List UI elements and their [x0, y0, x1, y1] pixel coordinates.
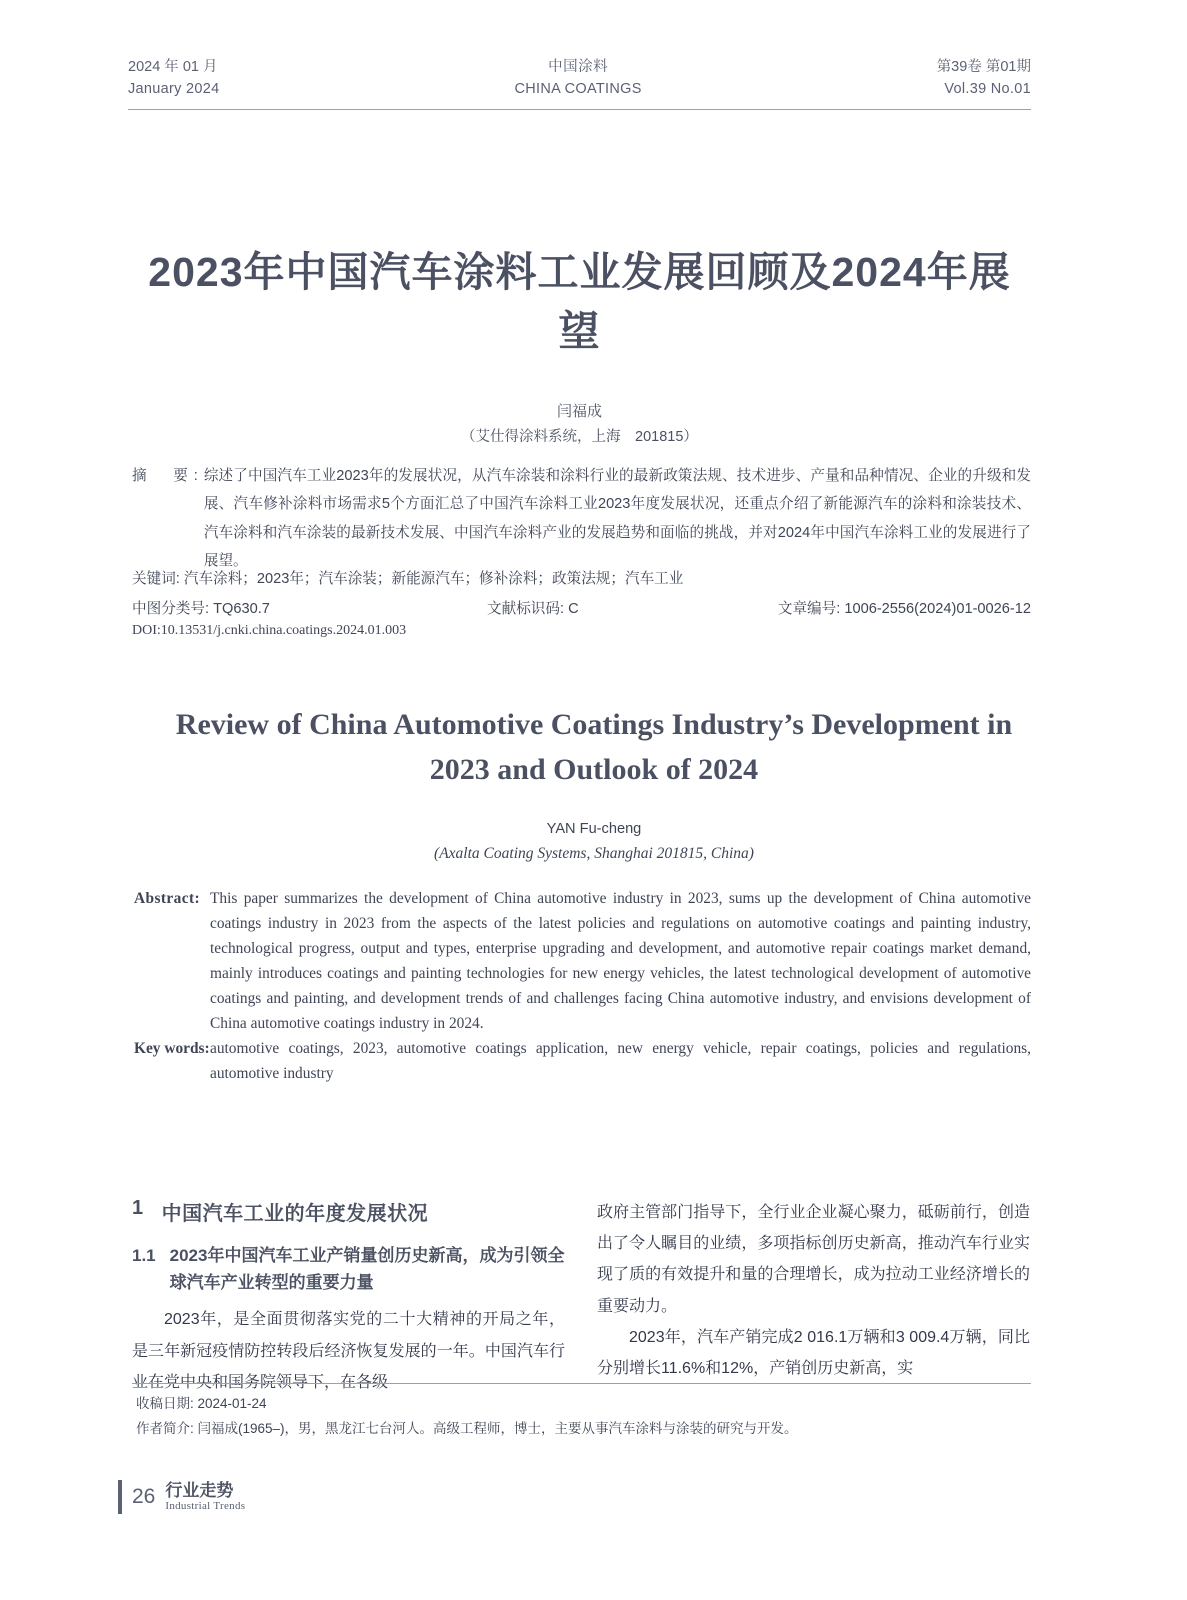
keywords-cn: [132, 566, 1031, 594]
footer-section-cn: 行业走势: [165, 1480, 234, 1500]
classification-row: [132, 596, 1031, 624]
journal-name-cn: 中国涂料: [548, 59, 609, 75]
footnote-divider: [132, 1383, 1031, 1384]
page-title-en: Review of China Automotive Coatings Industry’s Development in 2023 and Outlook of 2024: [175, 708, 1013, 786]
running-head-left: [128, 56, 219, 101]
author-bio: 作者简介: 闫福成(1965–)，男，黑龙江七台河人。高级工程师，博士，主要从事汽车涂料与涂装的研究与开发。: [136, 1420, 798, 1436]
keywords-en: [134, 1037, 1031, 1087]
body-columns: [132, 1197, 1031, 1398]
issue-date-cn: 2024 年 01 月: [128, 59, 218, 75]
footnotes: [136, 1392, 1031, 1442]
author-en: YAN Fu-cheng: [546, 821, 642, 837]
author-cn: 闫福成: [556, 403, 602, 420]
keywords-text-cn: 汽车涂料；2023年；汽车涂装；新能源汽车；修补涂料；政策法规；汽车工业: [183, 571, 684, 587]
abstract-en: [134, 887, 1031, 1037]
doc-code-label: 文献标识码:: [487, 601, 565, 617]
affiliation-en: (Axalta Coating Systems, Shanghai 201815, China): [434, 845, 754, 862]
body-column-left: [132, 1197, 565, 1398]
article-id-label: 文章编号:: [777, 601, 841, 617]
body-column-right: [597, 1197, 1030, 1398]
doi-text: DOI:10.13531/j.cnki.china.coatings.2024.01.003: [132, 623, 407, 638]
abstract-label-en: Abstract:: [134, 890, 200, 907]
section-heading-1-1: [132, 1242, 565, 1296]
article-id-field: [752, 596, 1031, 624]
section-number-1-1: 1.1: [132, 1246, 156, 1265]
doc-code-field: [487, 596, 752, 624]
keywords-text-en: automotive coatings, 2023, automotive coatings application, new energy vehicle, repair coatings, policies and regulations, automotive industry: [210, 1040, 1031, 1082]
footer-section: [165, 1482, 245, 1513]
running-head-center: [514, 56, 641, 101]
running-head: [128, 56, 1031, 110]
journal-name-en: CHINA COATINGS: [514, 81, 642, 98]
footer-section-en: Industrial Trends: [165, 1500, 246, 1513]
paragraph-left-1: 2023年，是全面贯彻落实党的二十大精神的开局之年，是三年新冠疫情防控转段后经济恢复发展的一年。中国汽车行业在党中央和国务院领导下，在各级: [132, 1311, 565, 1391]
abstract-cn: [132, 462, 1031, 576]
issue-date-en: January 2024: [128, 81, 220, 98]
received-date: 收稿日期: 2024-01-24: [136, 1396, 267, 1411]
section-number-1: 1: [132, 1197, 144, 1219]
section-title-1: 中国汽车工业的年度发展状况: [161, 1203, 429, 1225]
page-number: 26: [132, 1485, 156, 1508]
page-footer: [118, 1480, 245, 1514]
clc-field: [132, 596, 487, 624]
section-title-1-1: 2023年中国汽车工业产销量创历史新高，成为引领全球汽车产业转型的重要力量: [169, 1246, 565, 1293]
doc-code-value: C: [568, 601, 579, 617]
page-title-cn: 2023年中国汽车涂料工业发展回顾及2024年展望: [148, 249, 1011, 355]
keywords-label-en: Key words:: [134, 1040, 210, 1057]
abstract-label-cn: 摘 要:: [132, 468, 204, 484]
footer-bar: [118, 1480, 122, 1514]
article-id-value: 1006-2556(2024)01-0026-12: [844, 601, 1031, 617]
affiliation-cn: （艾仕得涂料系统，上海 201815）: [461, 429, 698, 445]
abstract-text-en: This paper summarizes the development of China automotive industry in 2023, sums up the development of China automotive coatings industry in 2023 from the aspects of the latest policies and regulations on automotive coatings and painting industry, technological progress, output and types, enterprise upgrading and development, and automotive repair coatings market demand, mainly introduces coatings and painting technologies for new energy vehicles, the latest technological development of automotive coatings and painting, and development trends of and challenges facing China automotive industry, and envisions development of China automotive coatings industry in 2024.: [210, 890, 1031, 1032]
abstract-text-cn: 综述了中国汽车工业2023年的发展状况，从汽车涂装和涂料行业的最新政策法规、技术进步、产量和品种情况、企业的升级和发展、汽车修补涂料市场需求5个方面汇总了中国汽车涂料工业2023年度发展状况，还重点介绍了新能源汽车的涂料和涂装技术、汽车涂料和汽车涂装的最新技术发展、中国汽车涂料产业的发展趋势和面临的挑战，并对2024年中国汽车涂料工业的发展进行了展望。: [203, 468, 1031, 570]
paragraph-right-1: 政府主管部门指导下，全行业企业凝心聚力，砥砺前行，创造出了令人瞩目的业绩，多项指标创历史新高，推动汽车行业实现了质的有效提升和量的合理增长，成为拉动工业经济增长的重要动力。: [597, 1204, 1030, 1315]
section-heading-1: [132, 1197, 565, 1226]
paragraph-right-2: 2023年，汽车产销完成2 016.1万辆和3 009.4万辆，同比分别增长11.6%和12%，产销创历史新高，实: [597, 1328, 1030, 1377]
clc-label: 中图分类号:: [132, 601, 210, 617]
clc-value: TQ630.7: [213, 601, 270, 617]
keywords-label-cn: 关键词:: [132, 571, 180, 587]
running-head-right: [937, 56, 1031, 101]
volume-issue-cn: 第39卷 第01期: [936, 59, 1031, 75]
volume-issue-en: Vol.39 No.01: [944, 81, 1031, 98]
